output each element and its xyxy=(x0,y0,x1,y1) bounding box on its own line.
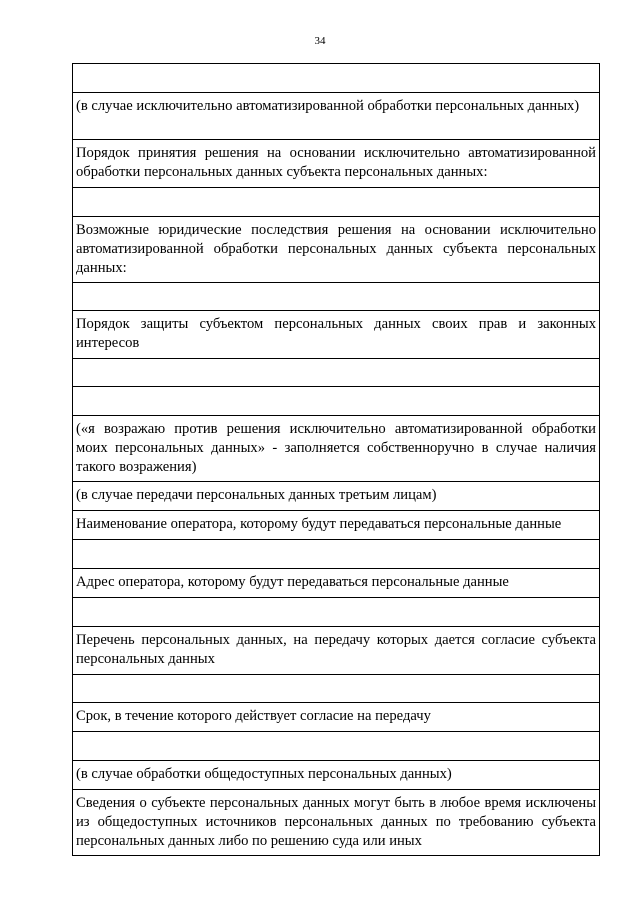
decision-procedure-field[interactable] xyxy=(73,188,599,217)
operator-name-label: Наименование оператора, которому будут передаваться персональные данные xyxy=(73,511,599,540)
data-list-label: Перечень персональных данных, на передачу которых дается согласие субъекта персональных данных xyxy=(73,627,599,675)
operator-address-label: Адрес оператора, которому будут передаваться персональные данные xyxy=(73,569,599,598)
note-third-party-transfer: (в случае передачи персональных данных третьим лицам) xyxy=(73,482,599,511)
note-automated-processing: (в случае исключительно автоматизированной обработки персональных данных) xyxy=(73,93,599,140)
operator-address-field[interactable] xyxy=(73,598,599,627)
legal-consequences-field[interactable] xyxy=(73,283,599,311)
rights-protection-field-2[interactable] xyxy=(73,387,599,416)
consent-form-table xyxy=(72,63,600,856)
legal-consequences-label: Возможные юридические последствия решения на основании исключительно автоматизированной обработки персональных данных субъекта персональных данных: xyxy=(73,217,599,283)
rights-protection-label: Порядок защиты субъектом персональных данных своих прав и законных интересов xyxy=(73,311,599,359)
data-list-field[interactable] xyxy=(73,675,599,703)
rights-protection-field-1[interactable] xyxy=(73,359,599,387)
operator-name-field[interactable] xyxy=(73,540,599,569)
note-public-data: (в случае обработки общедоступных персональных данных) xyxy=(73,761,599,790)
consent-term-field[interactable] xyxy=(73,732,599,761)
consent-term-label: Срок, в течение которого действует согласие на передачу xyxy=(73,703,599,732)
objection-note: («я возражаю против решения исключительно автоматизированной обработки моих персональных данных» - заполняется собственноручно в случае наличия такого возражения) xyxy=(73,416,599,482)
public-data-statement: Сведения о субъекте персональных данных могут быть в любое время исключены из общедоступных источников персональных данных по требованию субъекта персональных данных либо по решению суда или иных xyxy=(73,790,599,856)
decision-procedure-label: Порядок принятия решения на основании исключительно автоматизированной обработки персональных данных субъекта персональных данных: xyxy=(73,140,599,188)
page-number: 34 xyxy=(314,35,326,47)
blank-row[interactable] xyxy=(73,64,599,93)
